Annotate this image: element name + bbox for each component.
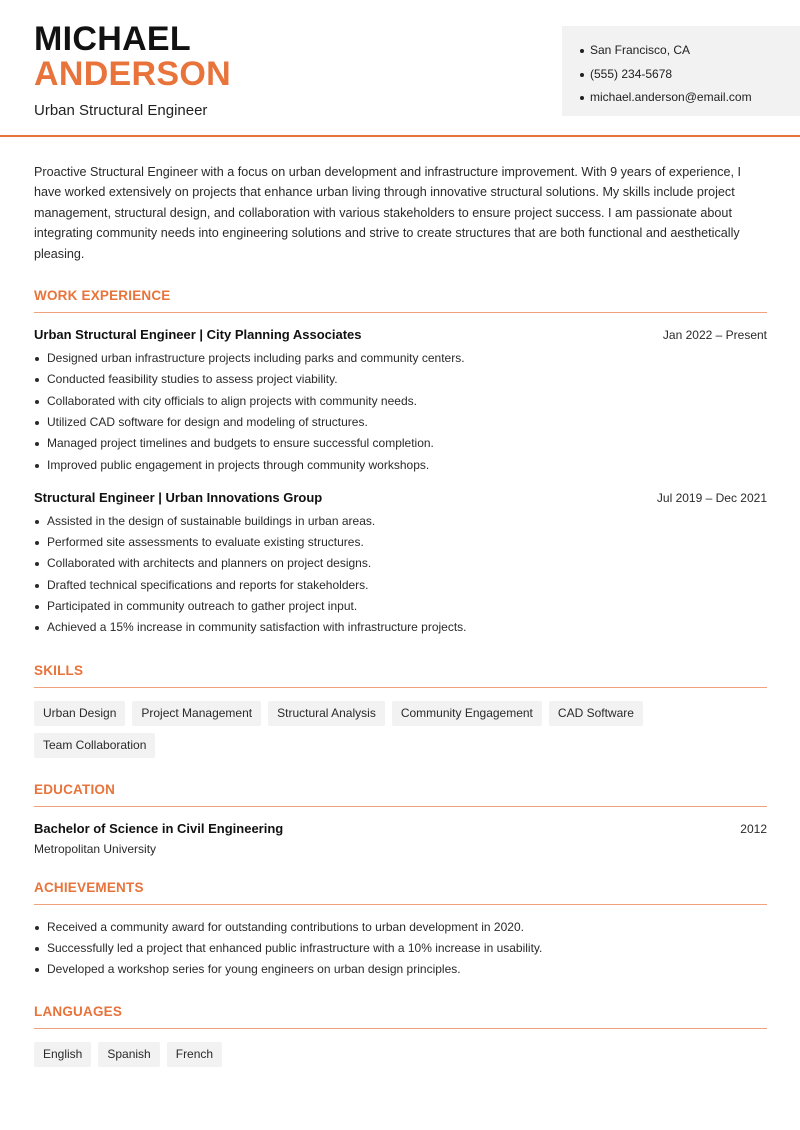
list-item: Performed site assessments to evaluate existing structures. <box>34 532 767 553</box>
resume-body <box>34 162 767 1067</box>
job-title: Urban Structural Engineer <box>34 102 208 119</box>
job-bullets <box>34 511 767 639</box>
language-tag: French <box>167 1042 222 1067</box>
list-item: Improved public engagement in projects through community workshops. <box>34 455 767 476</box>
skill-tag: Community Engagement <box>392 701 542 726</box>
skill-tag: CAD Software <box>549 701 643 726</box>
skill-tag: Urban Design <box>34 701 125 726</box>
section-title-skills: SKILLS <box>34 663 767 688</box>
education-entry <box>34 821 767 856</box>
list-item: Successfully led a project that enhanced public infrastructure with a 10% increase in usability. <box>34 938 767 959</box>
skill-tag: Project Management <box>132 701 261 726</box>
achievements-list <box>34 917 767 981</box>
job-role: Structural Engineer | Urban Innovations Group <box>34 489 323 505</box>
job-role: Urban Structural Engineer | City Planning Associates <box>34 327 362 343</box>
section-title-education: EDUCATION <box>34 782 767 807</box>
job-entry <box>34 490 767 639</box>
school: Metropolitan University <box>34 841 157 856</box>
language-tag: English <box>34 1042 91 1067</box>
list-item: Managed project timelines and budgets to ensure successful completion. <box>34 433 767 454</box>
last-name: ANDERSON <box>34 55 231 93</box>
language-tags <box>34 1042 767 1067</box>
job-dates: Jul 2019 – Dec 2021 <box>656 490 767 505</box>
contact-phone: (555) 234-5678 <box>580 63 800 87</box>
list-item: Utilized CAD software for design and modeling of structures. <box>34 412 767 433</box>
list-item: Drafted technical specifications and reports for stakeholders. <box>34 575 767 596</box>
list-item: Collaborated with architects and planners on project designs. <box>34 553 767 574</box>
job-entry <box>34 327 767 476</box>
list-item: Participated in community outreach to gather project input. <box>34 596 767 617</box>
contact-location: San Francisco, CA <box>580 39 800 63</box>
resume-header <box>0 0 800 137</box>
list-item: Assisted in the design of sustainable buildings in urban areas. <box>34 511 767 532</box>
section-title-work: WORK EXPERIENCE <box>34 288 767 313</box>
degree: Bachelor of Science in Civil Engineering <box>34 820 284 836</box>
section-title-languages: LANGUAGES <box>34 1004 767 1029</box>
contact-email[interactable]: michael.anderson@email.com <box>580 86 800 110</box>
list-item: Achieved a 15% increase in community satisfaction with infrastructure projects. <box>34 617 767 638</box>
contact-box <box>562 26 800 116</box>
graduation-year: 2012 <box>740 821 767 836</box>
list-item: Received a community award for outstanding contributions to urban development in 2020. <box>34 917 767 938</box>
name-block <box>34 22 231 119</box>
job-dates: Jan 2022 – Present <box>662 328 767 343</box>
list-item: Developed a workshop series for young engineers on urban design principles. <box>34 959 767 980</box>
skill-tag: Team Collaboration <box>34 733 155 758</box>
skill-tag: Structural Analysis <box>268 701 385 726</box>
skills-tags <box>34 701 767 758</box>
list-item: Designed urban infrastructure projects including parks and community centers. <box>34 348 767 369</box>
list-item: Collaborated with city officials to align projects with community needs. <box>34 391 767 412</box>
job-bullets <box>34 348 767 476</box>
section-title-achievements: ACHIEVEMENTS <box>34 880 767 905</box>
summary: Proactive Structural Engineer with a focus on urban development and infrastructure improvement. With 9 years of experience, I have worked extensively on projects that enhance urban living through innovative structural solutions. My skills include project management, structural design, and collaboration with various stakeholders to ensure project success. I am passionate about integrating community needs into engineering solutions and strive to create structures that are both functional and aesthetically pleasing. <box>34 165 742 261</box>
language-tag: Spanish <box>98 1042 159 1067</box>
first-name: MICHAEL <box>34 20 191 58</box>
list-item: Conducted feasibility studies to assess project viability. <box>34 369 767 390</box>
